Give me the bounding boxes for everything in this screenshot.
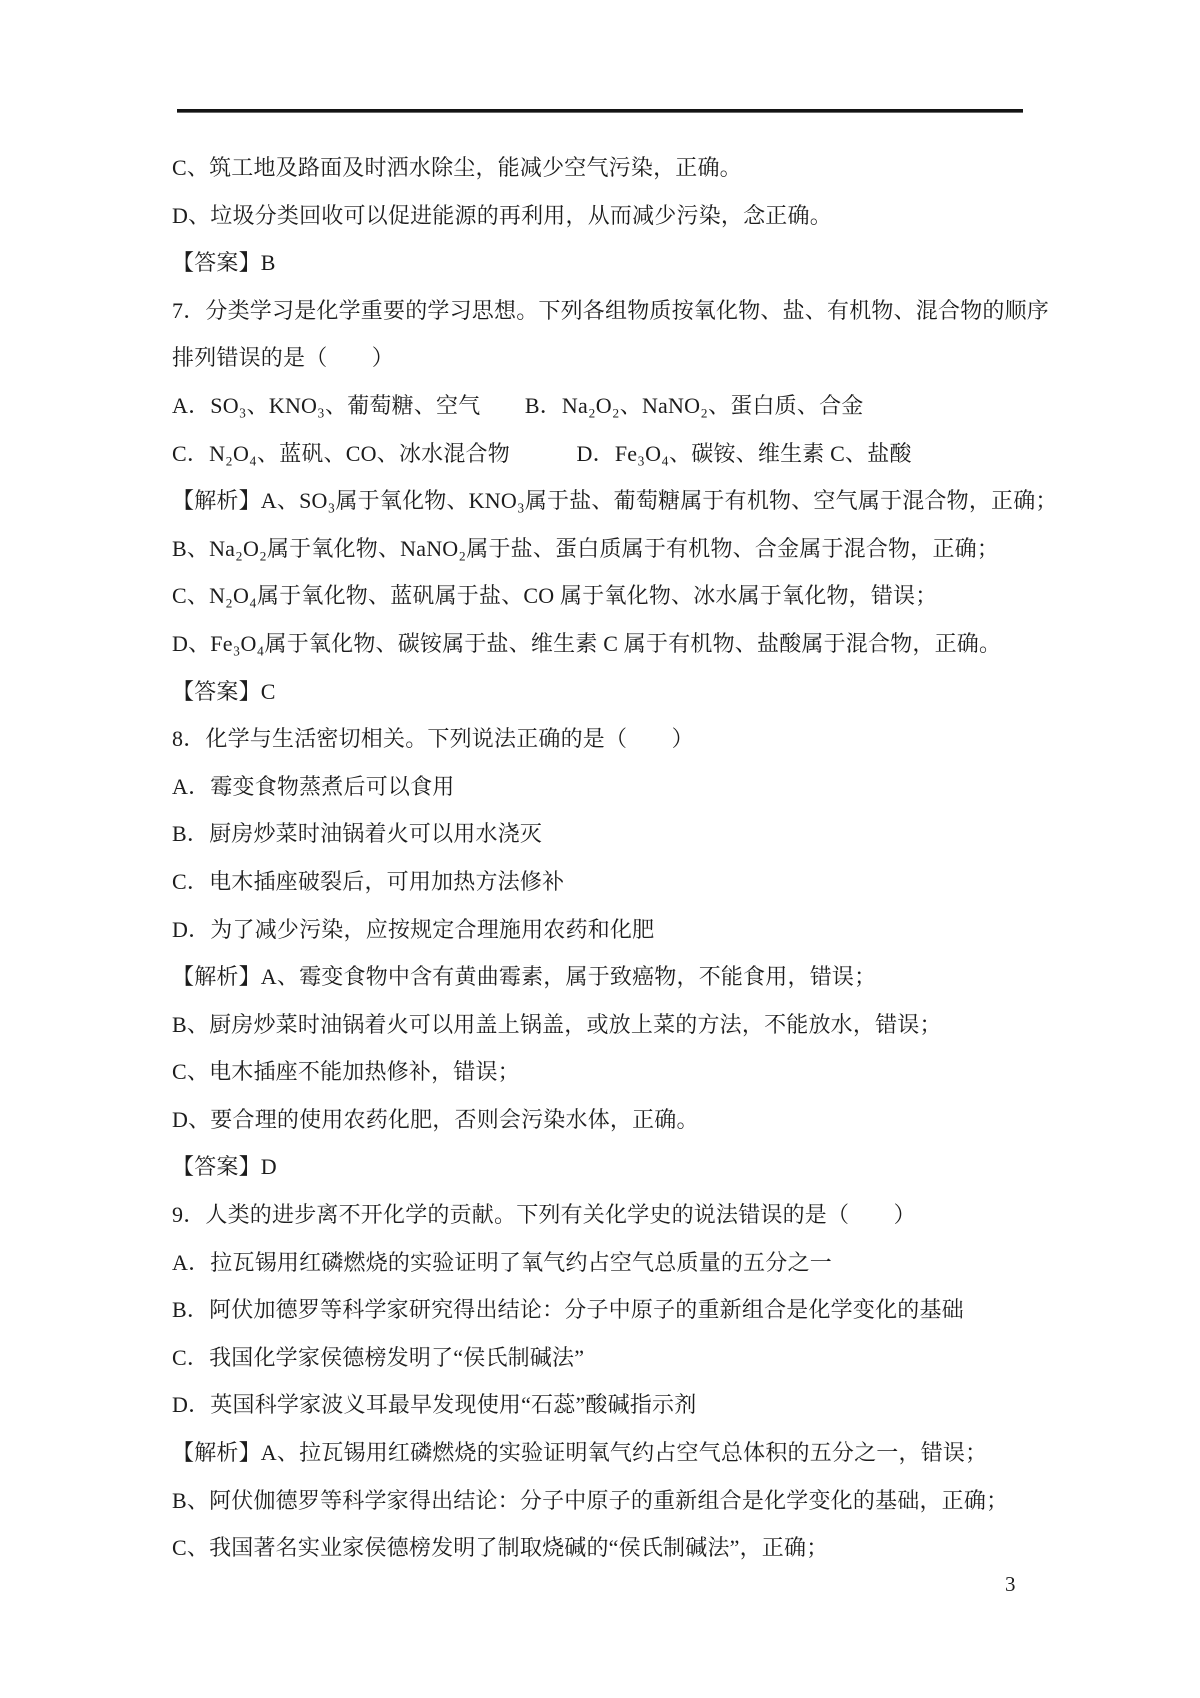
line-analysis: 【解析】A、霉变食物中含有黄曲霉素，属于致癌物，不能食用，错误； (172, 964, 877, 990)
line-option: C．电木插座破裂后，可用加热方法修补 (172, 868, 565, 894)
line-analysis-option: C、我国著名实业家侯德榜发明了制取烧碱的“侯氏制碱法”，正确； (172, 1535, 829, 1561)
page-number: 3 (1005, 1572, 1016, 1596)
line-analysis-option: C、电木插座不能加热修补，错误； (172, 1059, 520, 1085)
line-analysis: 【解析】A、拉瓦锡用红磷燃烧的实验证明氧气约占空气总体积的五分之一，错误； (172, 1440, 988, 1466)
line-question-stem: 排列错误的是（ ） (172, 345, 395, 371)
line-question-stem: 9．人类的进步离不开化学的贡献。下列有关化学史的说法错误的是（ ） (172, 1202, 916, 1228)
line-option: B．厨房炒菜时油锅着火可以用水浇灭 (172, 821, 543, 847)
line-analysis: 【解析】A、SO₃属于氧化物、KNO₃属于盐、葡萄糖属于有机物、空气属于混合物，正确； (172, 488, 1058, 514)
line-answer: 【答案】B (172, 250, 276, 276)
line-question-stem: 7．分类学习是化学重要的学习思想。下列各组物质按氧化物、盐、有机物、混合物的顺序 (172, 297, 1050, 323)
line-analysis-option: D、Fe₃O₄属于氧化物、碳铵属于盐、维生素 C 属于有机物、盐酸属于混合物，正确。 (172, 630, 1002, 656)
line-analysis-option: B、Na₂O₂属于氧化物、NaNO₂属于盐、蛋白质属于有机物、合金属于混合物，正确； (172, 535, 1000, 561)
line-analysis-option: C、筑工地及路面及时洒水除尘，能减少空气污染，正确。 (172, 155, 742, 180)
line-option: D．英国科学家波义耳最早发现使用“石蕊”酸碱指示剂 (172, 1392, 697, 1418)
line-options: A．SO₃、KNO₃、葡萄糖、空气 B．Na₂O₂、NaNO₂、蛋白质、合金 (172, 392, 864, 418)
line-option: A．霉变食物蒸煮后可以食用 (172, 773, 455, 799)
line-answer: 【答案】C (172, 678, 276, 704)
line-question-stem: 8．化学与生活密切相关。下列说法正确的是（ ） (172, 726, 694, 752)
line-options: C．N₂O₄、蓝矾、CO、冰水混合物 D．Fe₃O₄、碳铵、维生素 C、盐酸 (172, 440, 912, 466)
line-option: B．阿伏加德罗等科学家研究得出结论：分子中原子的重新组合是化学变化的基础 (172, 1297, 964, 1323)
line-analysis-option: B、阿伏伽德罗等科学家得出结论：分子中原子的重新组合是化学变化的基础，正确； (172, 1487, 1009, 1513)
line-option: C．我国化学家侯德榜发明了“侯氏制碱法” (172, 1344, 585, 1370)
line-answer: 【答案】D (172, 1154, 277, 1180)
line-analysis-option: C、N₂O₄属于氧化物、蓝矾属于盐、CO 属于氧化物、冰水属于氧化物，错误； (172, 583, 938, 609)
line-analysis-option: D、要合理的使用农药化肥，否则会污染水体，正确。 (172, 1106, 699, 1132)
line-option: A．拉瓦锡用红磷燃烧的实验证明了氧气约占空气总质量的五分之一 (172, 1249, 832, 1275)
document-content (172, 144, 1058, 1572)
header-rule (177, 109, 1023, 113)
line-option: D．为了减少污染，应按规定合理施用农药和化肥 (172, 916, 655, 942)
line-analysis-option: D、垃圾分类回收可以促进能源的再利用，从而减少污染，念正确。 (172, 202, 832, 228)
line-analysis-option: B、厨房炒菜时油锅着火可以用盖上锅盖，或放上菜的方法，不能放水，错误； (172, 1011, 942, 1037)
